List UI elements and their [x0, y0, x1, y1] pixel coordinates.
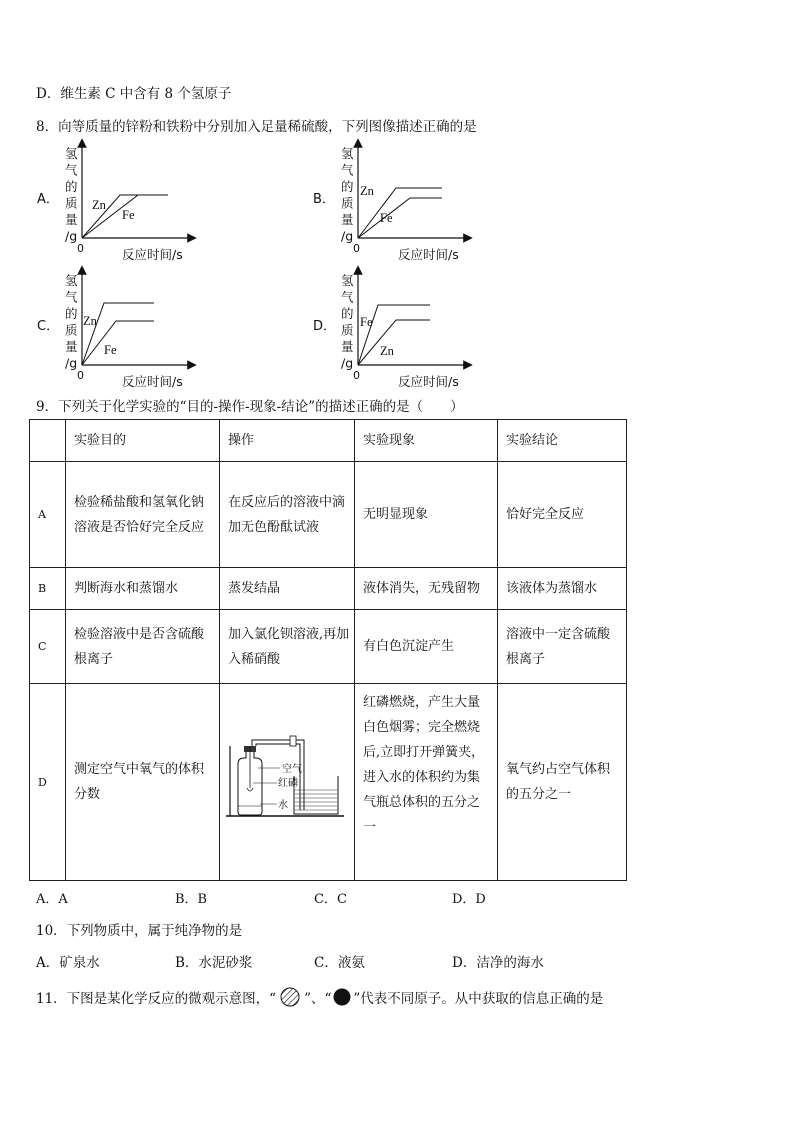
row-key: D [30, 684, 66, 881]
curve-label-bottom: Fe [380, 211, 393, 225]
q9-option-d: D．D [452, 892, 486, 907]
q10-option-b: B．水泥砂浆 [175, 955, 253, 971]
table-header-row [30, 420, 627, 462]
y-axis-label-char: 质 [65, 322, 78, 338]
curve-label-bottom: Zn [380, 344, 394, 358]
row-phenomenon: 无明显现象 [355, 462, 498, 568]
x-axis-label: 反应时间/s [122, 247, 183, 262]
row-key: A [30, 462, 66, 568]
row-operation: 蒸发结晶 [220, 568, 355, 610]
q10-option-d: D．洁净的海水 [452, 955, 544, 971]
water-label: 水 [278, 800, 288, 811]
table-header-cell: 实验结论 [498, 420, 627, 462]
curve-label-bottom: Fe [104, 343, 117, 357]
y-axis-label-char: 气 [65, 162, 78, 178]
y-axis-label-char: /g [65, 228, 78, 244]
curve-label-top: Fe [360, 315, 373, 329]
y-axis-label-char: /g [341, 228, 354, 244]
y-axis-label-char: 的 [341, 179, 354, 194]
row-phenomenon: 有白色沉淀产生 [355, 610, 498, 684]
curve-top [82, 303, 154, 365]
black-atom-icon [332, 987, 352, 1007]
table-row [30, 462, 627, 568]
graph-option-a [37, 143, 192, 262]
table-header-cell: 实验现象 [355, 420, 498, 462]
row-operation: 在反应后的溶液中滴加无色酚酞试液 [220, 462, 355, 568]
question-10-stem: 10．下列物质中，属于纯净物的是 [36, 923, 243, 939]
q11-text-before: 11．下图是某化学反应的微观示意图，“ [36, 991, 277, 1007]
table-header-cell: 操作 [220, 420, 355, 462]
option-letter: B． [313, 192, 335, 207]
y-axis-label-char: 的 [341, 306, 354, 321]
red-phosphorus-apparatus [220, 684, 355, 880]
y-axis-label-char: 质 [65, 195, 78, 211]
row-purpose: 检验溶液中是否含硫酸根离子 [66, 610, 220, 684]
y-axis-label-char: 气 [341, 289, 354, 305]
graph-option-b [313, 143, 468, 262]
row-conclusion: 氧气约占空气体积的五分之一 [498, 684, 627, 881]
row-conclusion: 该液体为蒸馏水 [498, 568, 627, 610]
y-axis-label-char: 质 [341, 195, 354, 211]
y-axis-label-char: 量 [341, 339, 354, 354]
curve-label-bottom: Fe [122, 208, 135, 222]
option-letter: D． [313, 319, 337, 334]
y-axis-label-char: 气 [341, 162, 354, 178]
graph-option-c [37, 270, 192, 389]
curve-label-top: Zn [83, 314, 97, 328]
y-axis-label-char: 气 [65, 289, 78, 305]
table-row [30, 568, 627, 610]
x-axis-label: 反应时间/s [398, 374, 459, 389]
y-axis-label-char: 氢 [341, 273, 354, 288]
q10-option-c: C．液氨 [314, 955, 365, 971]
y-axis-label-char: /g [65, 355, 78, 371]
table-header-cell [30, 420, 66, 462]
x-axis-label: 反应时间/s [398, 247, 459, 262]
row-phenomenon: 液体消失，无残留物 [355, 568, 498, 610]
question-9-stem: 9．下列关于化学实验的“目的-操作-现象-结论”的描述正确的是（ ） [36, 399, 464, 415]
row-purpose: 检验稀盐酸和氢氧化钠溶液是否恰好完全反应 [66, 462, 220, 568]
row-operation: 加入氯化钡溶液,再加入稀硝酸 [220, 610, 355, 684]
experiment-table [29, 419, 627, 881]
y-axis-label-char: /g [341, 355, 354, 371]
y-axis-label-char: 的 [65, 179, 78, 194]
question-8-stem: 8．向等质量的锌粉和铁粉中分别加入足量稀硫酸，下列图像描述正确的是 [36, 119, 477, 135]
row-conclusion: 恰好完全反应 [498, 462, 627, 568]
row-purpose: 测定空气中氧气的体积分数 [66, 684, 220, 881]
curve-top [358, 305, 430, 365]
red-label: 红 [278, 778, 288, 789]
air-label: 空气 [282, 764, 302, 775]
q9-option-c: C．C [314, 892, 347, 907]
y-axis-label-char: 质 [341, 322, 354, 338]
origin-label: 0 [353, 369, 360, 382]
row-phenomenon: 红磷燃烧，产生大量白色烟雾；完全燃烧后,立即打开弹簧夹，进入水的体积约为集气瓶总体积的五分之一 [355, 684, 498, 881]
y-axis-label-char: 的 [65, 306, 78, 321]
y-axis-label-char: 量 [341, 212, 354, 227]
x-axis-label: 反应时间/s [122, 374, 183, 389]
row-key: B [30, 568, 66, 610]
y-axis-label-char: 量 [65, 212, 78, 227]
hatched-atom-icon [277, 987, 303, 1007]
table-header-cell: 实验目的 [66, 420, 220, 462]
apparatus-cell [220, 684, 355, 881]
curve-bottom [358, 198, 442, 238]
curve-label-top: Zn [360, 184, 374, 198]
q11-text-middle: ”、“ [304, 991, 332, 1007]
row-key: C [30, 610, 66, 684]
q11-text-after: ”代表不同原子。从中获取的信息正确的是 [353, 991, 604, 1007]
row-purpose: 判断海水和蒸馏水 [66, 568, 220, 610]
question-8-graphs [0, 135, 794, 390]
row-conclusion: 溶液中一定含硫酸根离子 [498, 610, 627, 684]
q10-option-a: A．矿泉水 [36, 955, 100, 971]
curve-label-top: Zn [92, 198, 106, 212]
phosphorus-label: 磷 [288, 778, 298, 789]
table-row [30, 610, 627, 684]
origin-label: 0 [77, 242, 84, 255]
y-axis-label-char: 氢 [341, 146, 354, 161]
y-axis-label-char: 氢 [65, 146, 78, 161]
option-letter: A． [37, 192, 59, 207]
q9-option-b: B．B [175, 892, 208, 907]
table-row [30, 684, 627, 881]
y-axis-label-char: 量 [65, 339, 78, 354]
option-d-line: D．维生素 C 中含有 8 个氢原子 [36, 86, 232, 102]
option-letter: C． [37, 319, 60, 334]
y-axis-label-char: 氢 [65, 273, 78, 288]
origin-label: 0 [353, 242, 360, 255]
graph-option-d [313, 270, 468, 389]
question-11-stem [36, 987, 603, 1007]
origin-label: 0 [77, 369, 84, 382]
q9-option-a: A．A [36, 892, 68, 907]
